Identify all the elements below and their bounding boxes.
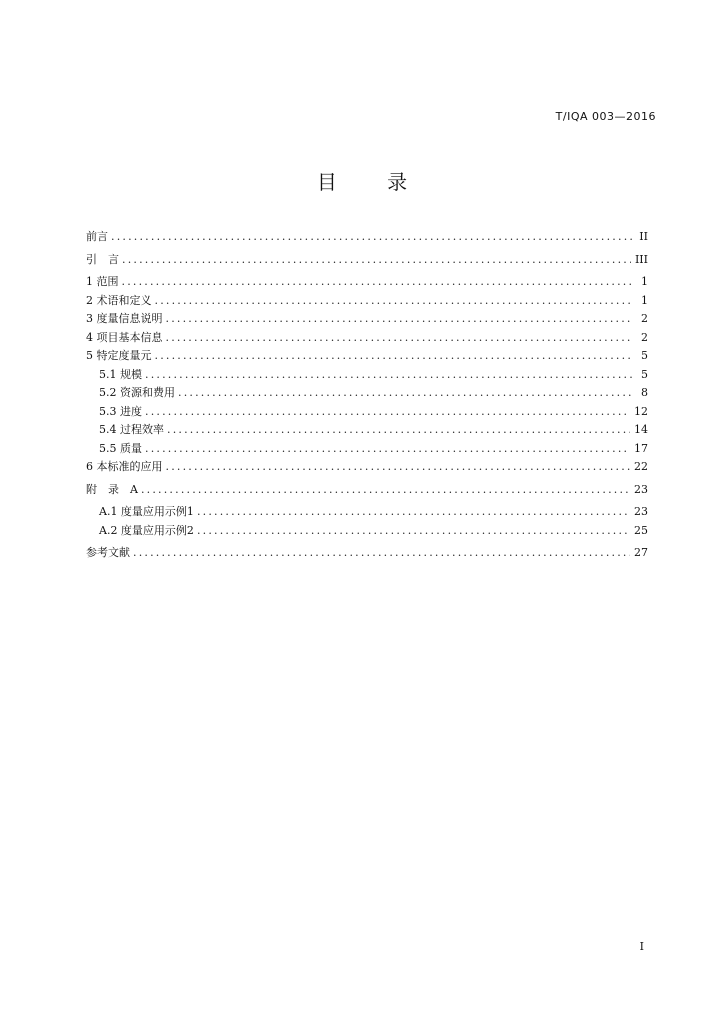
toc-entry-label: 1 范围: [86, 275, 119, 288]
toc-entry-page: 8: [641, 386, 648, 399]
toc-dot-leader: [133, 544, 630, 563]
toc-dot-leader: [145, 403, 630, 422]
toc-dot-leader: [178, 384, 632, 403]
toc-entry-page: 5: [641, 349, 648, 362]
toc-entry-page: 17: [634, 441, 648, 455]
toc-entry-appendix-a[interactable]: [86, 481, 648, 500]
toc-entry-page: 5: [641, 367, 648, 381]
toc-dot-leader: [166, 310, 633, 329]
toc-dot-leader: [197, 503, 630, 522]
toc-entry-quality[interactable]: [86, 440, 648, 459]
toc-entry-schedule[interactable]: [86, 403, 648, 422]
toc-entry-specific-measures[interactable]: [86, 347, 648, 366]
toc-dot-leader: [166, 458, 631, 477]
toc-dot-leader: [145, 440, 630, 459]
toc-entry-page: 1: [641, 275, 648, 288]
document-code: T/IQA 003—2016: [555, 110, 656, 123]
toc-entry-page: 27: [634, 546, 648, 559]
toc-entry-label: 参考文献: [86, 546, 130, 559]
toc-dot-leader: [155, 292, 633, 311]
toc-entry-label: 附 录 A: [86, 482, 138, 496]
toc-entry-label: 前言: [86, 230, 108, 243]
toc-entry-page: 2: [641, 312, 648, 325]
toc-entry-label: 5.5 质量: [99, 441, 142, 455]
toc-entry-application[interactable]: [86, 458, 648, 477]
toc-entry-label: 5.4 过程效率: [99, 423, 164, 436]
toc-dot-leader: [141, 481, 630, 500]
toc-entry-page: 12: [634, 404, 648, 418]
toc-entry-example-2[interactable]: [86, 522, 648, 541]
toc-entry-label: A.2 度量应用示例2: [99, 523, 194, 537]
toc-entry-page: 2: [641, 330, 648, 344]
toc-entry-page: III: [634, 252, 648, 266]
toc-entry-page: 25: [634, 523, 648, 537]
toc-entry-introduction[interactable]: [86, 251, 648, 270]
toc-entry-label: 5 特定度量元: [86, 349, 152, 362]
toc-entry-label: 3 度量信息说明: [86, 312, 163, 325]
toc-entry-label: 4 项目基本信息: [86, 330, 163, 344]
toc-entry-size[interactable]: [86, 366, 648, 385]
toc-dot-leader: [167, 421, 630, 440]
table-of-contents: [86, 228, 648, 563]
toc-dot-leader: [166, 329, 633, 348]
toc-dot-leader: [111, 228, 632, 247]
toc-entry-page: 23: [634, 505, 648, 518]
toc-entry-page: 1: [641, 293, 648, 307]
toc-entry-label: 5.1 规模: [99, 367, 142, 381]
toc-dot-leader: [145, 366, 632, 385]
toc-entry-label: 5.2 资源和费用: [99, 386, 175, 399]
toc-entry-foreword[interactable]: [86, 228, 648, 247]
page-number: I: [639, 940, 644, 953]
toc-entry-label: 2 术语和定义: [86, 293, 152, 307]
toc-entry-process-efficiency[interactable]: [86, 421, 648, 440]
toc-entry-label: 6 本标准的应用: [86, 460, 163, 473]
toc-entry-terms[interactable]: [86, 292, 648, 311]
toc-entry-project-info[interactable]: [86, 329, 648, 348]
toc-entry-example-1[interactable]: [86, 503, 648, 522]
toc-entry-page: II: [639, 230, 648, 243]
toc-entry-references[interactable]: [86, 544, 648, 563]
page-title: 目 录: [316, 170, 430, 194]
toc-entry-label: 引 言: [86, 252, 119, 266]
toc-entry-measurement-info[interactable]: [86, 310, 648, 329]
toc-entry-page: 23: [634, 482, 648, 496]
toc-dot-leader: [122, 273, 633, 292]
toc-entry-label: 5.3 进度: [99, 404, 142, 418]
toc-entry-page: 22: [634, 460, 648, 473]
toc-dot-leader: [197, 522, 630, 541]
toc-entry-scope[interactable]: [86, 273, 648, 292]
toc-entry-resources-cost[interactable]: [86, 384, 648, 403]
toc-dot-leader: [122, 251, 631, 270]
toc-entry-label: A.1 度量应用示例1: [99, 505, 194, 518]
toc-dot-leader: [155, 347, 633, 366]
toc-entry-page: 14: [634, 423, 648, 436]
